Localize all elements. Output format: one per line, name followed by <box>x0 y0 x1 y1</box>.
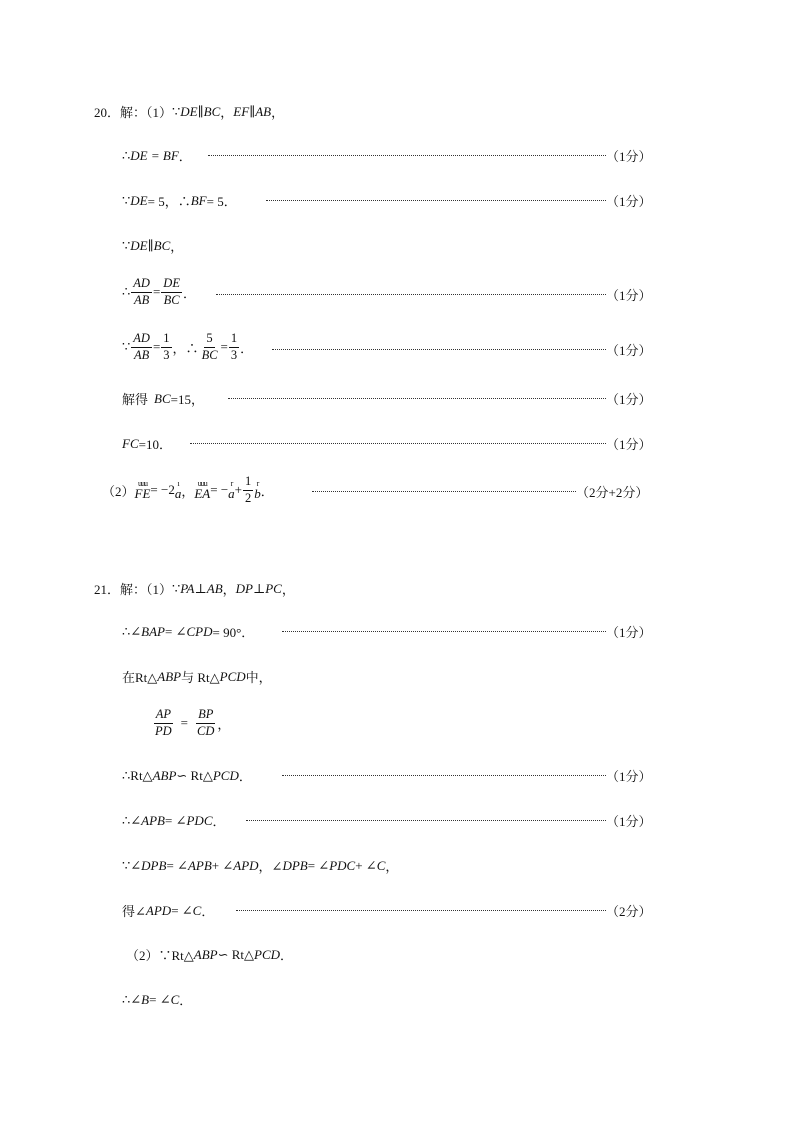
score-label: （1分） <box>606 149 652 164</box>
q20-step-3: ∵ DE ∥ BC ， <box>122 237 184 254</box>
q21-step-7: 得∠ APD = ∠ C ． <box>122 902 215 919</box>
question-number: 20．解：（1） <box>94 105 173 120</box>
q20-header: 20．解：（1） ∵ DE ∥ BC ， EF ∥ AB ， <box>94 103 285 120</box>
fraction: $\frac{AP}{PD}$ <box>155 707 172 738</box>
q21-step-9: ∴∠ B = ∠ C ． <box>122 991 193 1008</box>
q20-step-7: FC =10． <box>122 435 172 452</box>
fraction: $\frac{DE}{BC}$ <box>163 276 180 307</box>
q21-header: 21．解：（1） ∵ PA ⊥ AB ， DP ⊥ PC ， <box>94 580 295 597</box>
vector: r a <box>228 479 235 502</box>
score-label: （1分） <box>606 437 652 452</box>
dot-leader <box>216 294 606 295</box>
score-label: （2分+2分） <box>576 485 649 500</box>
vector: r b <box>254 479 261 502</box>
fraction: $\frac{BP}{CD}$ <box>197 707 215 738</box>
q20-step-2: ∵ DE = 5，∴ BF = 5． <box>122 192 237 209</box>
fraction: $\frac{1}{2}$ <box>245 474 252 505</box>
dot-leader <box>282 631 606 632</box>
fraction: $\frac{AD}{AB}$ <box>133 276 150 307</box>
dot-leader <box>266 200 606 201</box>
q21-step-4: ∴Rt△ ABP ∽ Rt△ PCD ． <box>122 767 252 784</box>
fraction: $\frac{1}{3}$ <box>230 331 238 362</box>
q21-step-5: ∴∠ APB = ∠ PDC ． <box>122 812 226 829</box>
fraction: $\frac{AD}{AB}$ <box>133 331 150 362</box>
vector: uuu EA <box>194 479 211 502</box>
q20-step-5: ∵ $\frac{AD}{AB}$ = $\frac{1}{3}$ ，∴ $\frac{5}{BC}$ = $\frac{1}{3}$ ． <box>122 331 254 362</box>
score-label: （1分） <box>606 194 652 209</box>
fraction: $\frac{5}{BC}$ <box>201 331 218 362</box>
question-number: 21．解：（1） <box>94 582 173 597</box>
dot-leader <box>208 155 606 156</box>
score-label: （2分） <box>606 904 652 919</box>
q21-step-1: ∴∠ BAP = ∠ CPD = 90°． <box>122 623 255 640</box>
dot-leader <box>236 910 606 911</box>
q20-part-2: （2） uuu FE = −2 ı a ， uuu EA = − r a + $\frac{1}{2}$ r b ． <box>102 474 274 505</box>
q20-step-4: ∴ $\frac{AD}{AB}$ = $\frac{DE}{BC}$ ． <box>122 276 196 307</box>
vector: uuu FE <box>134 479 151 502</box>
q21-step-2: 在Rt△ ABP 与 Rt△ PCD 中， <box>122 668 272 685</box>
score-label: （1分） <box>606 625 652 640</box>
dot-leader <box>190 443 606 444</box>
q20-step-6: 解得 BC =15， <box>122 390 204 407</box>
score-label: （1分） <box>606 814 652 829</box>
score-label: （1分） <box>606 343 652 358</box>
dot-leader <box>272 349 606 350</box>
score-label: （1分） <box>606 769 652 784</box>
q21-part-2: （2）∵Rt△ ABP ∽ Rt△ PCD ． <box>126 946 294 963</box>
dot-leader <box>312 491 576 492</box>
q20-step-1: ∴ DE = BF ． <box>122 147 192 164</box>
dot-leader <box>282 775 606 776</box>
q21-step-3: $\frac{AP}{PD}$ = $\frac{BP}{CD}$ ， <box>155 707 231 738</box>
dot-leader <box>228 398 606 399</box>
score-label: （1分） <box>606 392 652 407</box>
score-label: （1分） <box>606 288 652 303</box>
vector: ı a <box>174 479 182 502</box>
q21-step-6: ∵∠ DPB = ∠ APB + ∠ APD ，∠ DPB = ∠ PDC + ∠ C ， <box>122 857 399 874</box>
fraction: $\frac{1}{3}$ <box>163 331 170 362</box>
dot-leader <box>246 820 606 821</box>
